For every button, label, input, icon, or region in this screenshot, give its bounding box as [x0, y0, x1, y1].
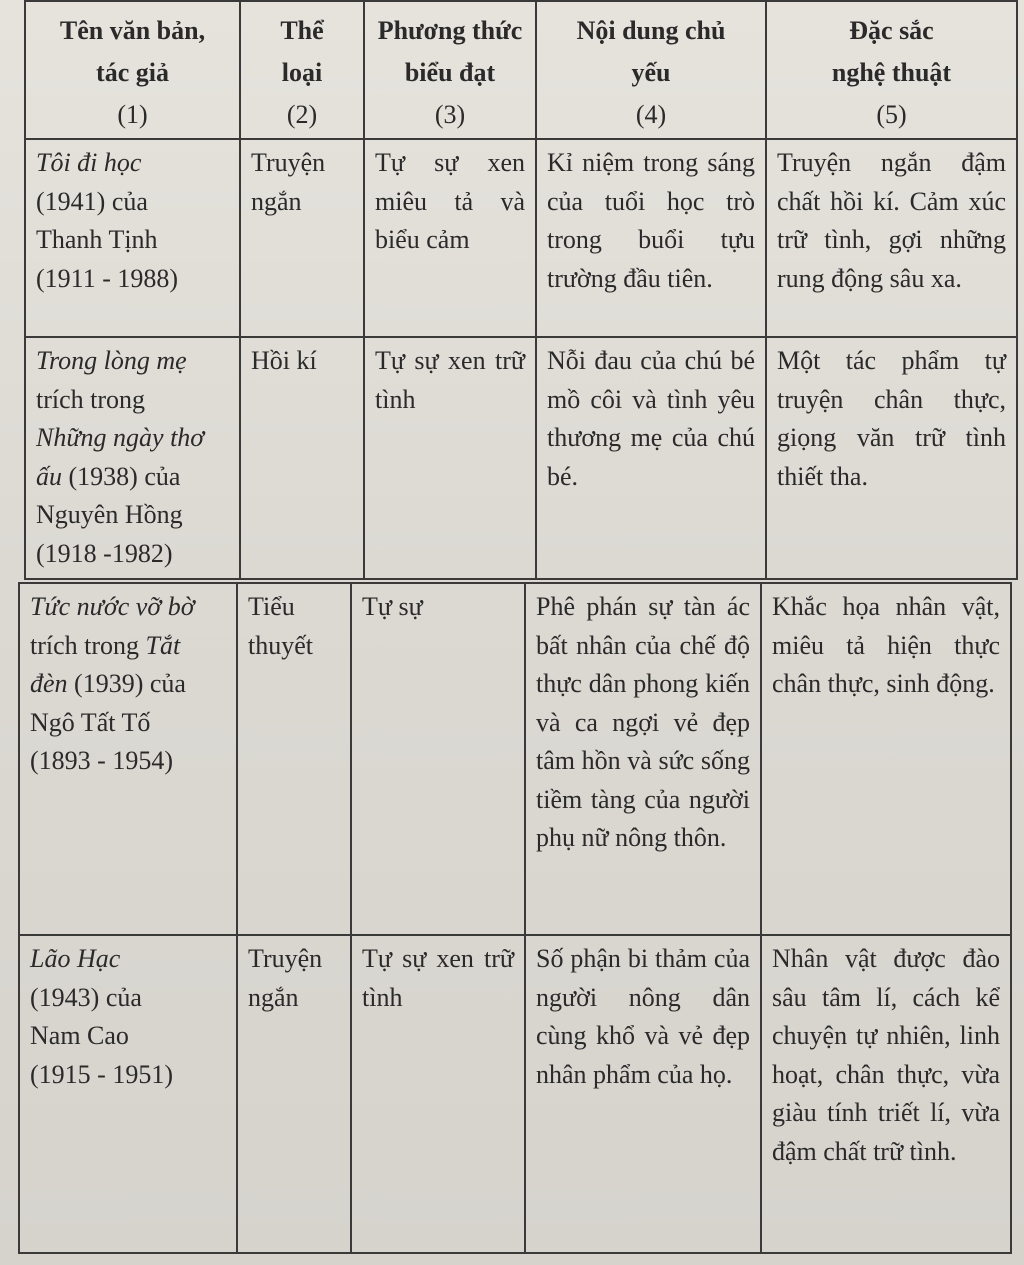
artistic-features-cell: Một tác phẩm tự truyện chân thực, giọng văn trữ tình thiết tha. — [766, 337, 1017, 579]
source-work-end: ấu — [36, 461, 62, 491]
expression-mode-cell: Tự sự xen miêu tả và biểu cảm — [364, 139, 536, 337]
title-author-cell: Tôi đi học (1941) của Thanh Tịnh (1911 - 1988) — [25, 139, 240, 337]
literature-summary-table-bottom — [18, 582, 1012, 1254]
artistic-features-cell: Nhân vật được đào sâu tâm lí, cách kể chuyện tự nhiên, linh hoạt, chân thực, vừa giàu tính triết lí, vừa đậm chất trữ tình. — [761, 935, 1011, 1253]
table-row — [25, 337, 1017, 579]
table-row — [19, 583, 1011, 935]
main-content-cell: Số phận bi thảm của người nông dân cùng khổ và vẻ đẹp nhân phẩm của họ. — [525, 935, 761, 1253]
header-artistic-features: Đặc sắc nghệ thuật (5) — [766, 1, 1017, 139]
title-author-cell: Tức nước vỡ bờ trích trong Tắt đèn (1939) của Ngô Tất Tố (1893 - 1954) — [19, 583, 237, 935]
artistic-features-cell: Truyện ngắn đậm chất hồi kí. Cảm xúc trữ tình, gợi những rung động sâu xa. — [766, 139, 1017, 337]
work-title: Trong lòng mẹ — [36, 346, 187, 375]
expression-mode-cell: Tự sự xen trữ tình — [351, 935, 525, 1253]
table-row — [19, 935, 1011, 1253]
table-row — [25, 139, 1017, 337]
expression-mode-cell: Tự sự — [351, 583, 525, 935]
genre-cell: Truyện ngắn — [240, 139, 364, 337]
main-content-cell: Nỗi đau của chú bé mồ côi và tình yêu thương mẹ của chú bé. — [536, 337, 766, 579]
work-title: Tức nước vỡ bờ — [30, 592, 195, 621]
header-row — [25, 1, 1017, 139]
work-title: Lão Hạc — [30, 944, 121, 973]
genre-cell: Tiểu thuyết — [237, 583, 351, 935]
header-expression-mode: Phương thức biểu đạt (3) — [364, 1, 536, 139]
main-content-cell: Phê phán sự tàn ác bất nhân của chế độ thực dân phong kiến và ca ngợi vẻ đẹp tâm hồn và sức sống tiềm tàng của người phụ nữ nông thôn. — [525, 583, 761, 935]
genre-cell: Truyện ngắn — [237, 935, 351, 1253]
source-work-end: đèn — [30, 669, 68, 698]
literature-summary-table-top — [24, 0, 1018, 580]
title-author-cell: Lão Hạc (1943) của Nam Cao (1915 - 1951) — [19, 935, 237, 1253]
header-genre: Thể loại (2) — [240, 1, 364, 139]
genre-cell: Hồi kí — [240, 337, 364, 579]
header-title-author: Tên văn bản, tác giả (1) — [25, 1, 240, 139]
expression-mode-cell: Tự sự xen trữ tình — [364, 337, 536, 579]
source-work: Tắt — [145, 630, 181, 660]
source-work: Những ngày thơ — [36, 423, 205, 452]
main-content-cell: Kỉ niệm trong sáng của tuổi học trò trong buổi tựu trường đầu tiên. — [536, 139, 766, 337]
work-title: Tôi đi học — [36, 148, 142, 177]
artistic-features-cell: Khắc họa nhân vật, miêu tả hiện thực chân thực, sinh động. — [761, 583, 1011, 935]
header-main-content: Nội dung chủ yếu (4) — [536, 1, 766, 139]
title-author-cell: Trong lòng mẹ trích trong Những ngày thơ ấu (1938) của Nguyên Hồng (1918 -1982) — [25, 337, 240, 579]
